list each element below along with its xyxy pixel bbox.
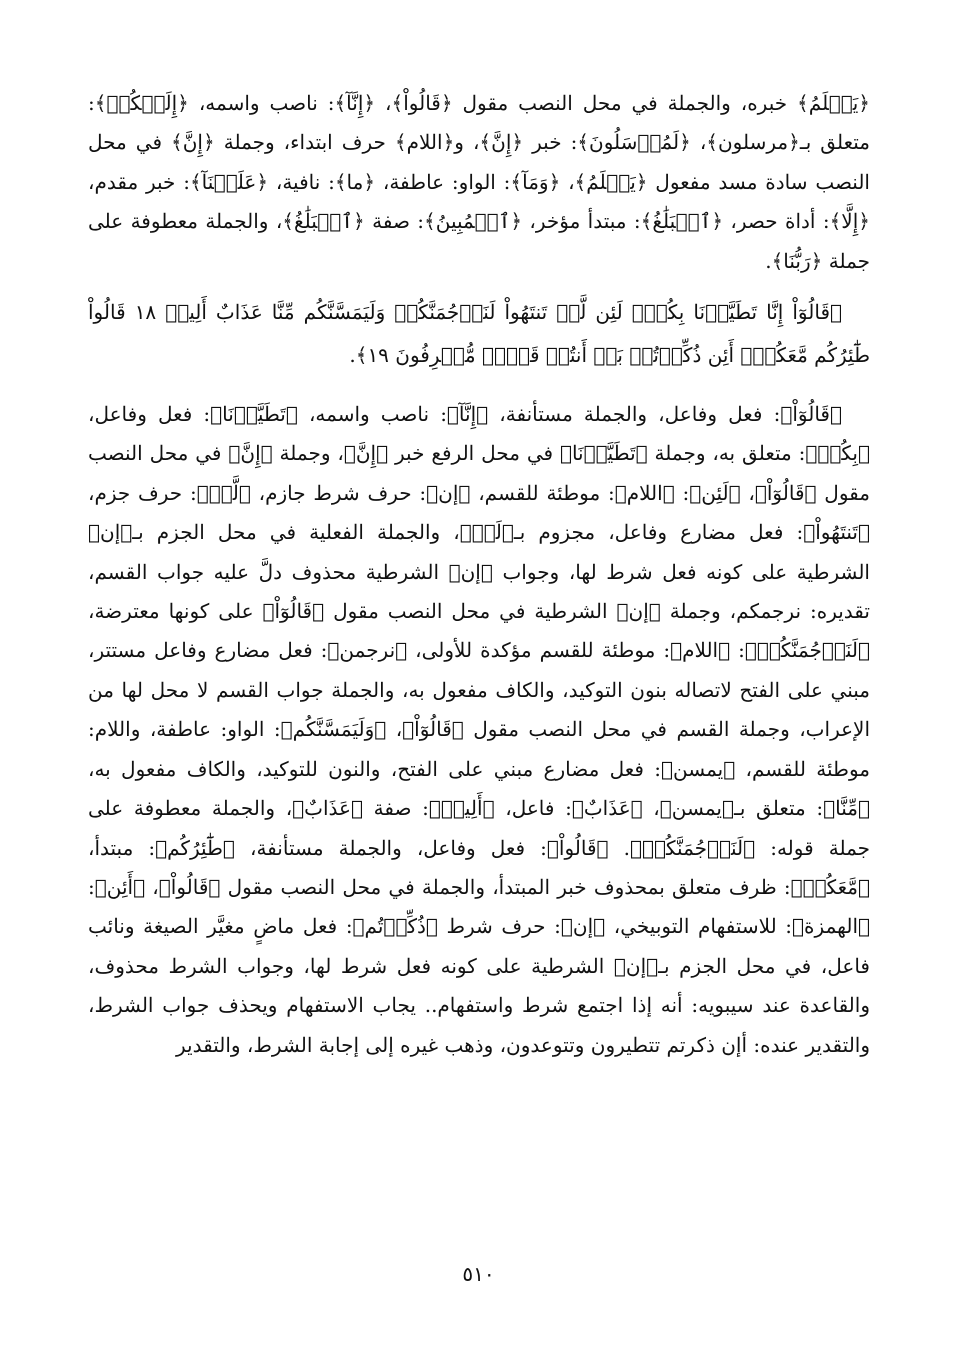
- quran-verse: [88, 291, 870, 377]
- page-body: [88, 84, 870, 1065]
- verse-text: ﴿قَالُوٓاْ إِنَّا تَطَيَّرۡنَا بِكُمۡۖ لَئِن لَّمۡ تَنتَهُواْ لَنَرۡجُمَنَّكُمۡ وَلَيَمَسَّنَّكُم مِّنَّا عَذَابٌ أَلِيمٞ ١٨ قَالُواْ طَٰٓئِرُكُم مَّعَكُمۡۚ أَئِن ذُكِّرۡتُمۚ بَلۡ أَنتُمۡ قَوۡمٞ مُّسۡرِفُونَ ١٩﴾.: [88, 300, 870, 368]
- paragraph-irab-1: [88, 84, 870, 281]
- paragraph-text: ﴿يَعۡلَمُ﴾ خبره، والجملة في محل النصب مقول ﴿قَالُواْ﴾، ﴿إِنَّآ﴾: ناصب واسمه، ﴿إِلَيۡكُمۡ﴾: متعلق بـ﴿مرسلون﴾، ﴿لَمُرۡسَلُونَ﴾: خبر ﴿إِنَّ﴾، و﴿اللام﴾ حرف ابتداء، وجملة ﴿إِنَّ﴾ في محل النصب سادة مسد مفعول ﴿يَعۡلَمُ﴾، ﴿وَمَآ﴾: الواو: عاطفة، ﴿ما﴾: نافية، ﴿عَلَيۡنَآ﴾: خبر مقدم، ﴿إِلَّا﴾: أداة حصر، ﴿ٱلۡبَلَٰغُ﴾: مبتدأ مؤخر، ﴿ٱلۡمُبِينُ﴾: صفة ﴿ٱلۡبَلَٰغُ﴾، والجملة معطوفة على جملة ﴿رَبُّنَا﴾.: [88, 91, 870, 273]
- page-number: ٥١٠: [462, 1262, 495, 1286]
- paragraph-irab-2: [88, 395, 870, 1065]
- paragraph-text: ﴿قَالُوٓاْ﴾: فعل وفاعل، والجملة مستأنفة، ﴿إِنَّآ﴾: ناصب واسمه، ﴿تَطَيَّرۡنَا﴾: فعل وفاعل، ﴿بِكُمۡ﴾: متعلق به، وجملة ﴿تَطَيَّرۡنَا﴾ في محل الرفع خبر ﴿إِنَّ﴾، وجملة ﴿إِنَّ﴾ في محل النصب مقول ﴿قَالُوٓاْ﴾، ﴿لَئِن﴾: ﴿اللام﴾: موطئة للقسم، ﴿إن﴾: حرف شرط جازم، ﴿لَّمۡ﴾: حرف جزم، ﴿تَنتَهُواْ﴾: فعل مضارع وفاعل، مجزوم بـ﴿لَمۡ﴾، والجملة الفعلية في محل الجزم بـ﴿إن﴾ الشرطية على كونه فعل شرط لها، وجواب ﴿إن﴾ الشرطية محذوف دلَّ عليه جواب القسم، تقديره: نرجمكم، وجملة ﴿إن﴾ الشرطية في محل النصب مقول ﴿قَالُوٓاْ﴾ على كونها معترضة، ﴿لَنَرۡجُمَنَّكُمۡ﴾: ﴿اللام﴾: موطئة للقسم مؤكدة للأولى، ﴿نرجمن﴾: فعل مضارع وفاعل مستتر، مبني على الفتح لاتصاله بنون التوكيد، والكاف مفعول به، والجملة جواب القسم لا محل لها من الإعراب، وجملة القسم في محل النصب مقول ﴿قَالُوٓاْ﴾، ﴿وَلَيَمَسَّنَّكُم﴾: الواو: عاطفة، واللام: موطئة للقسم، ﴿يمسن﴾: فعل مضارع مبني على الفتح، والنون للتوكيد، والكاف مفعول به، ﴿مِّنَّا﴾: متعلق بـ﴿يمسن﴾، ﴿عَذَابٌ﴾: فاعل، ﴿أَلِيمٞ﴾: صفة ﴿عَذَابٌ﴾، والجملة معطوفة على جملة قوله: ﴿لَنَرۡجُمَنَّكُمۡ﴾. ﴿قَالُواْ﴾: فعل وفاعل، والجملة مستأنفة، ﴿طَٰٓئِرُكُم﴾: مبتدأ، ﴿مَّعَكُمۡ﴾: ظرف متعلق بمحذوف خبر المبتدأ، والجملة في محل النصب مقول ﴿قَالُواْ﴾، ﴿أَئِن﴾: ﴿الهمزة﴾: للاستفهام التوبيخي، ﴿إن﴾: حرف شرط ﴿ذُكِّرۡتُم﴾: فعل ماضٍ مغيَّر الصيغة ونائب فاعل، في محل الجزم بـ﴿إن﴾ الشرطية على كونه فعل شرط لها، وجواب الشرط محذوف، والقاعدة عند سيبويه: أنه إذا اجتمع شرط واستفهام.. يجاب الاستفهام ويحذف جواب الشرط، والتقدير عنده: أإن ذكرتم تتطيرون وتتوعدون، وذهب غيره إلى إجابة الشرط، والتقدير: [88, 402, 870, 1057]
